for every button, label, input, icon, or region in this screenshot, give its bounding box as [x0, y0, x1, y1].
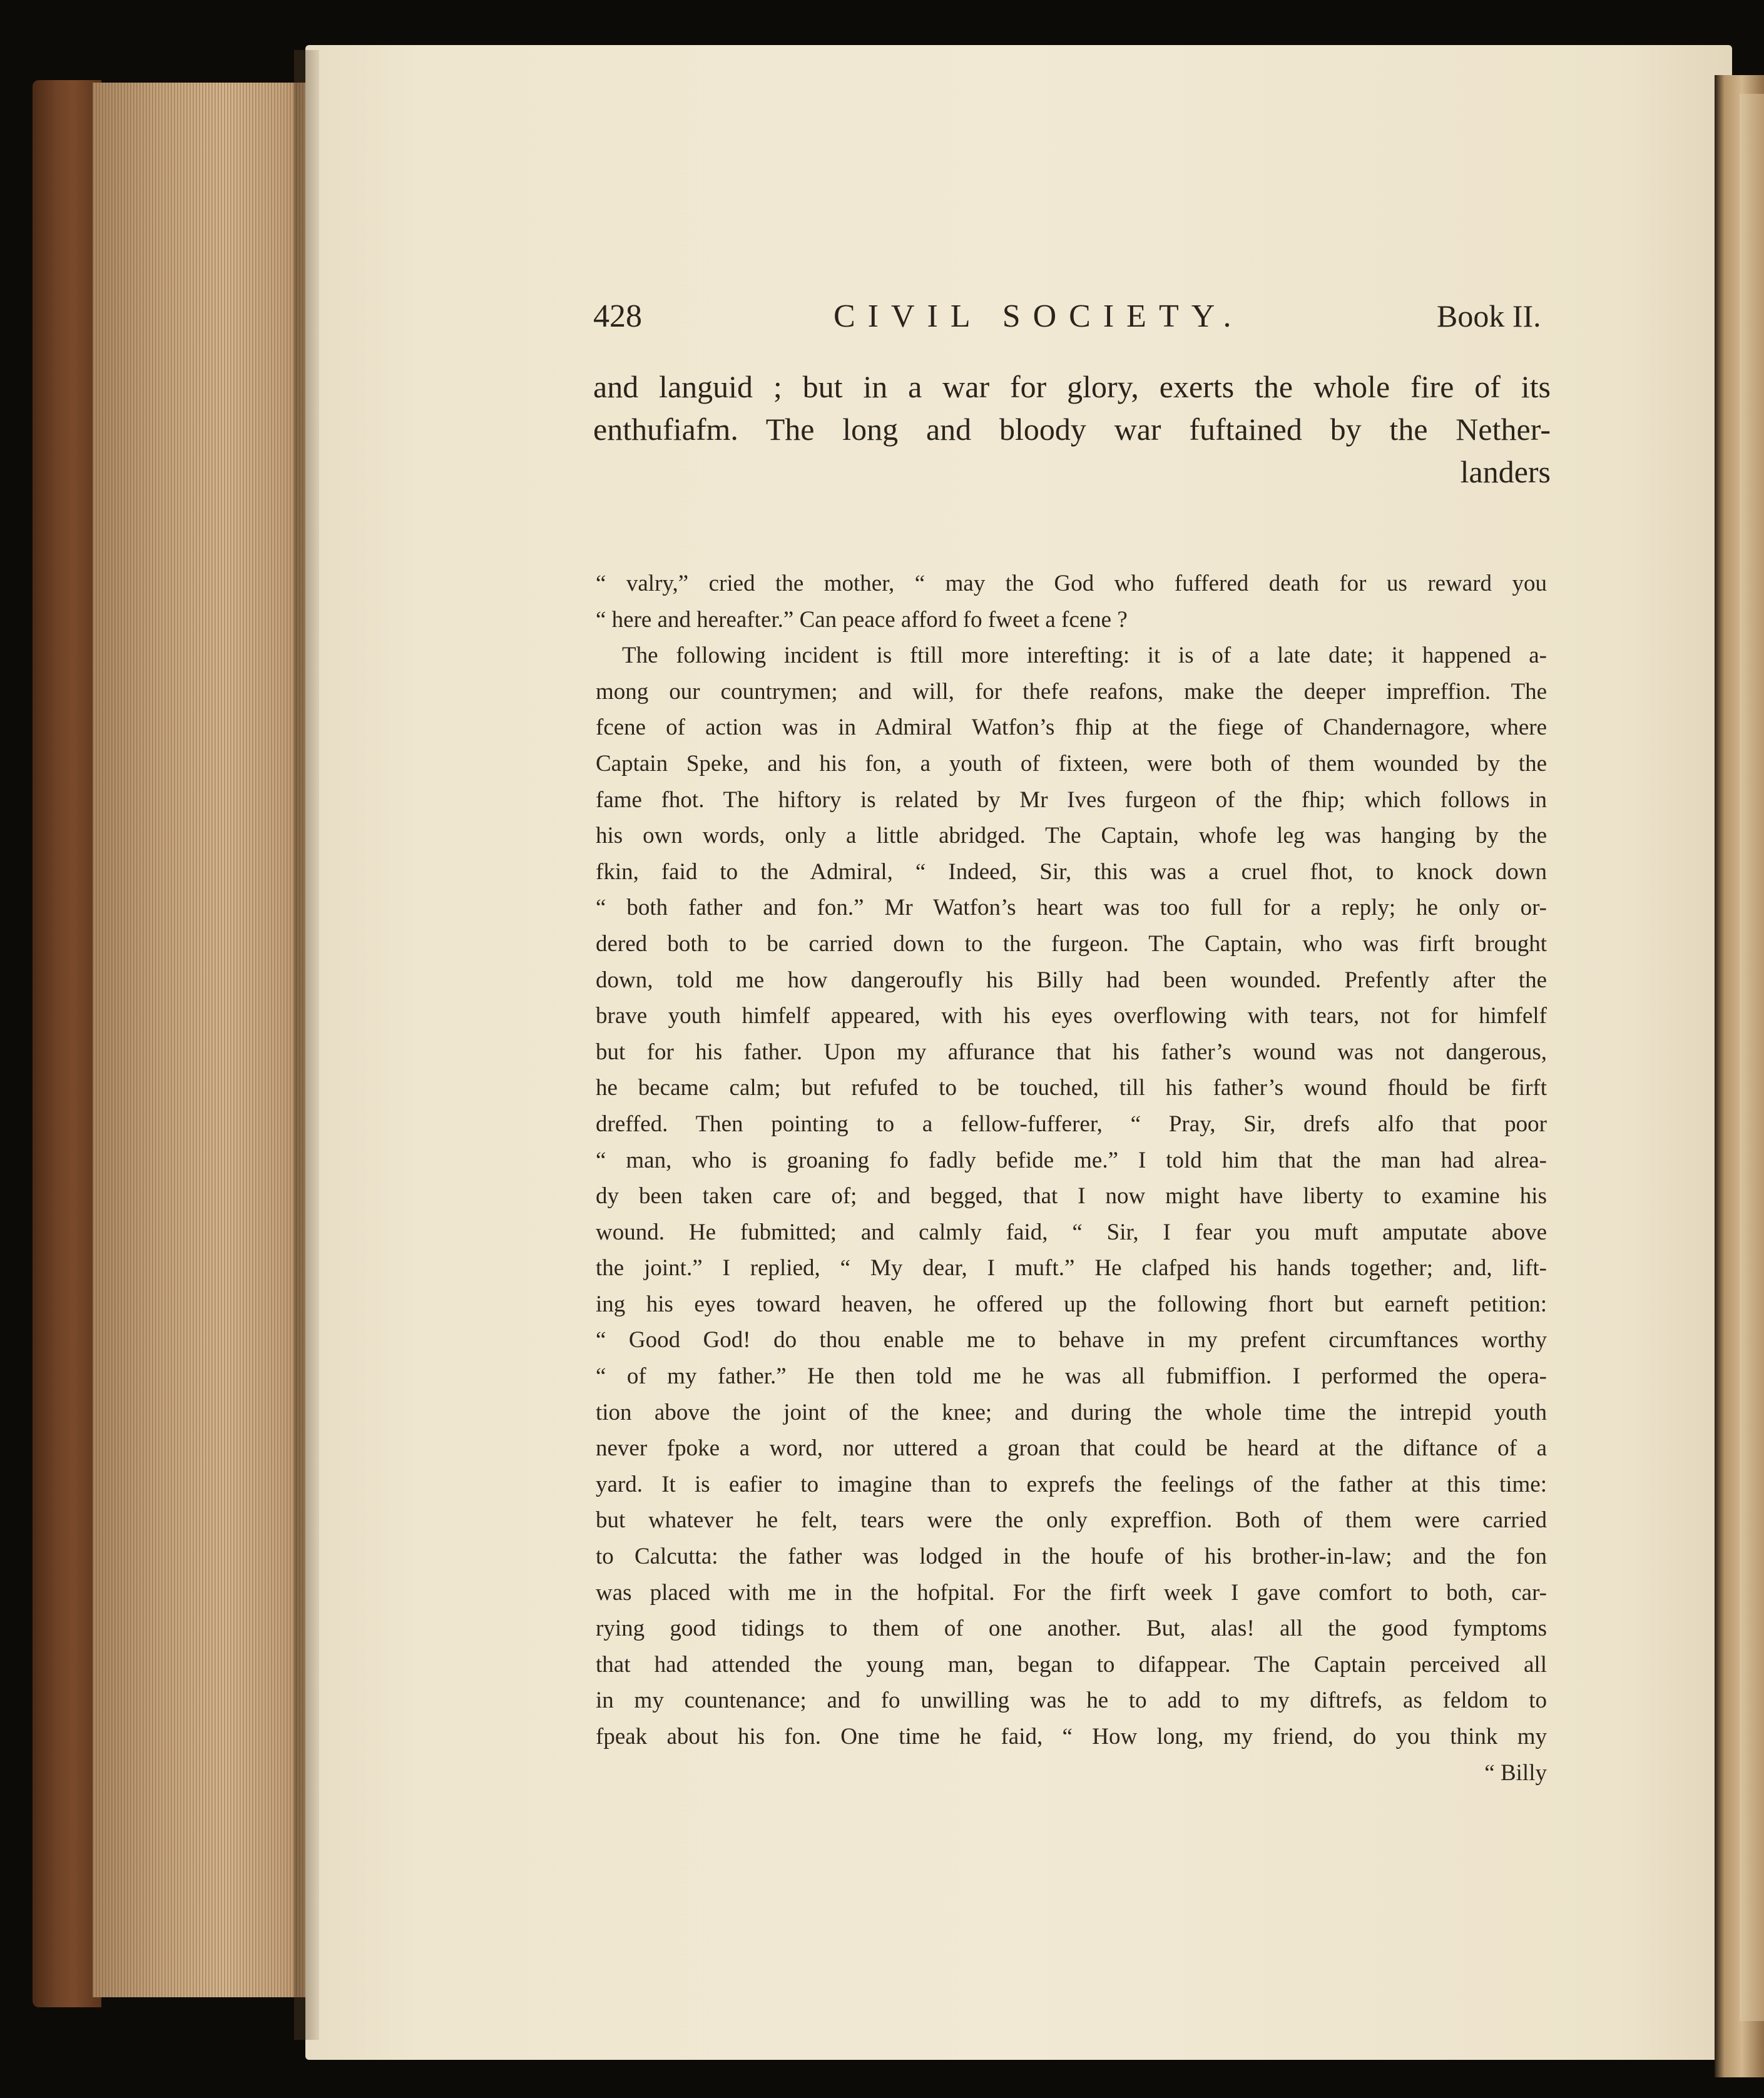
- footnote-line: dered both to be carried down to the furgeon. The Captain, who was firft brought: [596, 930, 1547, 957]
- footnote-line: was placed with me in the hofpital. For the firft week I gave comfort to both, car-: [596, 1579, 1547, 1606]
- leather-cover-left: [33, 80, 101, 2007]
- footnote-block: [596, 566, 1547, 1791]
- footnote-line: fpeak about his fon. One time he faid, “ How long, my friend, do you think my: [596, 1724, 1547, 1749]
- footnote-line: “ of my father.” He then told me he was all fubmiffion. I performed the opera-: [596, 1363, 1547, 1390]
- footnote-line: “ valry,” cried the mother, “ may the God who fuffered death for us reward you: [596, 571, 1547, 596]
- footnote-line: tion above the joint of the knee; and during the whole time the intrepid youth: [596, 1399, 1547, 1425]
- footnote-line: dreffed. Then pointing to a fellow-fufferer, “ Pray, Sir, drefs alfo that poor: [596, 1111, 1547, 1137]
- footnote-line: “ here and hereafter.” Can peace afford fo fweet a fcene ?: [596, 606, 1128, 633]
- main-text-line: landers: [1460, 454, 1551, 489]
- footnote-line: the joint.” I replied, “ My dear, I muft.” He clafped his hands together; and, lift-: [596, 1255, 1547, 1281]
- main-text-block: [593, 365, 1551, 493]
- main-text-line: and languid ; but in a war for glory, exerts the whole fire of its: [593, 369, 1551, 404]
- footnote-line: wound. He fubmitted; and calmly faid, “ Sir, I fear you muft amputate above: [596, 1219, 1547, 1245]
- next-leaf-right: [1740, 94, 1764, 2021]
- footnote-line: The following incident is ftill more interefting: it is of a late date; it happened a-: [622, 643, 1547, 669]
- footnote-line: “ Good God! do thou enable me to behave in my prefent circumftances worthy: [596, 1327, 1547, 1353]
- footnote-line: ing his eyes toward heaven, he offered up the following fhort but earneft petition:: [596, 1291, 1547, 1317]
- footnote-line: fame fhot. The hiftory is related by Mr Ives furgeon of the fhip; which follows in: [596, 787, 1547, 813]
- footnote-line: in my countenance; and fo unwilling was he to add to my diftrefs, as feldom to: [596, 1688, 1547, 1714]
- footnote-line: his own words, only a little abridged. The Captain, whofe leg was hanging by the: [596, 823, 1547, 849]
- page-number: 428: [593, 298, 642, 334]
- footnote-line: rying good tidings to them of one another. But, alas! all the good fymptoms: [596, 1616, 1547, 1642]
- footnote-line: but for his father. Upon my affurance that his father’s wound was not dangerous,: [596, 1039, 1547, 1065]
- footnote-line: “ both father and fon.” Mr Watfon’s heart was too full for a reply; he only or-: [596, 895, 1547, 921]
- footnote-line: fcene of action was in Admiral Watfon’s fhip at the fiege of Chandernagore, where: [596, 715, 1547, 741]
- catchword: “ Billy: [1484, 1759, 1547, 1786]
- page-gutter: [294, 50, 319, 2040]
- footnote-line: mong our countrymen; and will, for thefe reafons, make the deeper impreffion. The: [596, 678, 1547, 705]
- footnote-line: down, told me how dangeroufly his Billy had been wounded. Prefently after the: [596, 967, 1547, 993]
- main-text-line: enthufiafm. The long and bloody war fuftained by the Nether-: [593, 412, 1551, 447]
- footnote-line: to Calcutta: the father was lodged in the houfe of his brother-in-law; and the fon: [596, 1544, 1547, 1570]
- footnote-line: Captain Speke, and his fon, a youth of fixteen, were both of them wounded by the: [596, 750, 1547, 777]
- footnote-line: that had attended the young man, began to difappear. The Captain perceived all: [596, 1651, 1547, 1678]
- running-title: CIVIL SOCIETY.: [834, 298, 1244, 334]
- footnote-line: “ man, who is groaning fo fadly befide me.” I told him that the man had alrea-: [596, 1147, 1547, 1173]
- page-edges-left: [93, 83, 312, 1997]
- book-reference: Book II.: [1437, 298, 1541, 334]
- footnote-line: but whatever he felt, tears were the only expreffion. Both of them were carried: [596, 1507, 1547, 1534]
- footnote-line: dy been taken care of; and begged, that I now might have liberty to examine his: [596, 1183, 1547, 1209]
- footnote-line: he became calm; but refufed to be touched, till his father’s wound fhould be firft: [596, 1075, 1547, 1101]
- footnote-line: never fpoke a word, nor uttered a groan that could be heard at the diftance of a: [596, 1435, 1547, 1462]
- footnote-line: yard. It is eafier to imagine than to exprefs the feelings of the father at this time:: [596, 1471, 1547, 1497]
- running-header: [0, 298, 1764, 342]
- footnote-line: fkin, faid to the Admiral, “ Indeed, Sir, this was a cruel fhot, to knock down: [596, 858, 1547, 885]
- footnote-line: brave youth himfelf appeared, with his eyes overflowing with tears, not for himfelf: [596, 1003, 1547, 1029]
